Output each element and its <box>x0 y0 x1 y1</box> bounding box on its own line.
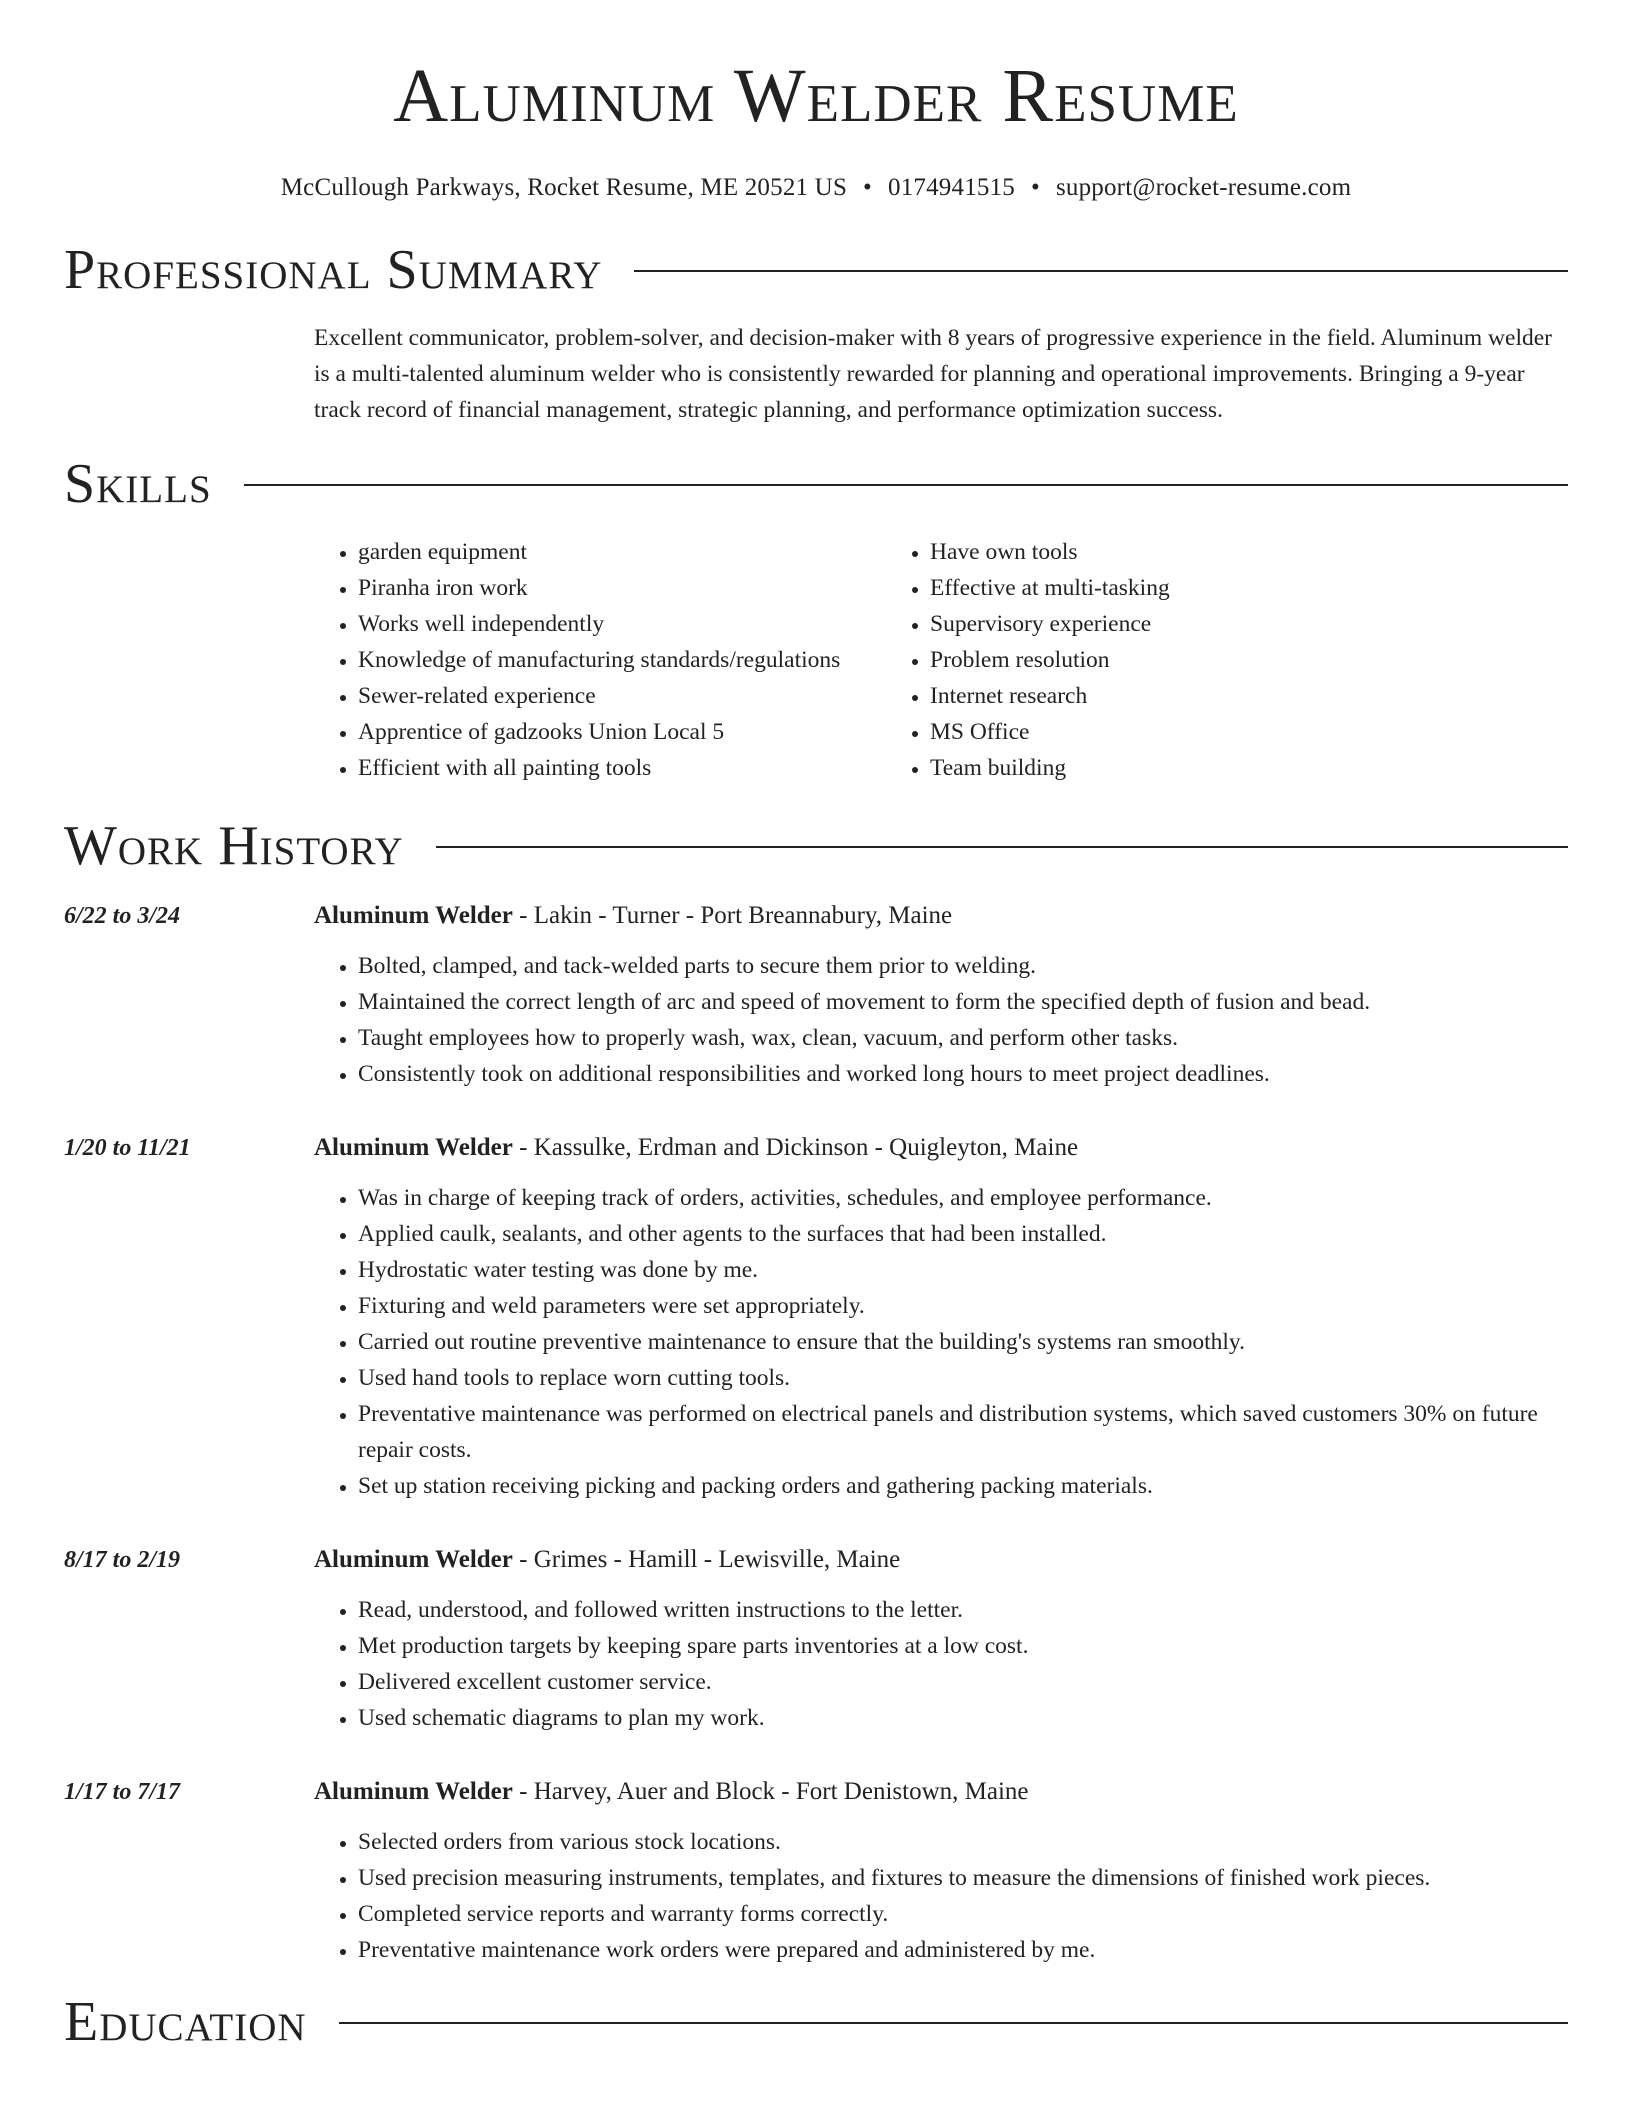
job-company-location: - Kassulke, Erdman and Dickinson - Quigleyton, Maine <box>512 1134 1079 1161</box>
skill-item: • Supervisory experience <box>930 606 1170 642</box>
work-header <box>64 816 1568 876</box>
job-entry <box>64 1130 1568 1504</box>
job-bullet: • Applied caulk, sealants, and other agents to the surfaces that had been installed. <box>358 1216 1568 1252</box>
job-title: Aluminum Welder <box>314 1134 513 1161</box>
contact-separator: • <box>1031 174 1040 201</box>
job-bullet: • Bolted, clamped, and tack-welded parts to secure them prior to welding. <box>358 948 1568 984</box>
skill-item: • Internet research <box>930 678 1170 714</box>
job-entry <box>64 1774 1568 1968</box>
skill-item: • Knowledge of manufacturing standards/regulations <box>358 642 886 678</box>
job-bullet: • Carried out routine preventive maintenance to ensure that the building's systems ran smoothly. <box>358 1324 1568 1360</box>
job-details <box>314 1130 1568 1504</box>
skill-item: • Apprentice of gadzooks Union Local 5 <box>358 714 886 750</box>
job-bullet: • Used hand tools to replace worn cutting tools. <box>358 1360 1568 1396</box>
job-details <box>314 898 1568 1092</box>
skill-item: • Works well independently <box>358 606 886 642</box>
section-divider <box>634 270 1568 272</box>
job-heading-line <box>314 898 1568 934</box>
job-title: Aluminum Welder <box>314 1778 513 1805</box>
job-bullets <box>314 948 1568 1092</box>
skill-item: • Team building <box>930 750 1170 786</box>
job-entry <box>64 898 1568 1092</box>
job-bullet: • Preventative maintenance was performed on electrical panels and distribution systems, which saved customers 30% on future repair costs. <box>358 1396 1568 1468</box>
resume-title: Aluminum Welder Resume <box>393 54 1239 138</box>
job-bullet: • Preventative maintenance work orders were prepared and administered by me. <box>358 1932 1568 1968</box>
job-bullet: • Completed service reports and warranty forms correctly. <box>358 1896 1568 1932</box>
job-bullets <box>314 1180 1568 1504</box>
job-bullet: • Maintained the correct length of arc and speed of movement to form the specified depth of fusion and bead. <box>358 984 1568 1020</box>
skills-section <box>64 454 1568 786</box>
skills-left-list <box>314 534 886 786</box>
skills-right-list <box>886 534 1170 786</box>
summary-heading: Professional Summary <box>64 239 603 301</box>
contact-line <box>64 174 1568 202</box>
job-bullet: • Fixturing and weld parameters were set appropriately. <box>358 1288 1568 1324</box>
job-bullets <box>314 1824 1568 1968</box>
summary-section <box>64 240 1568 428</box>
section-divider <box>339 2022 1568 2024</box>
job-dates: 1/20 to 11/21 <box>64 1135 191 1161</box>
summary-header <box>64 240 1568 300</box>
job-bullets <box>314 1592 1568 1736</box>
contact-email: support@rocket-resume.com <box>1055 174 1352 201</box>
education-heading: Education <box>64 1991 307 2053</box>
job-dates: 6/22 to 3/24 <box>64 903 181 929</box>
skill-item: • MS Office <box>930 714 1170 750</box>
skills-columns <box>314 534 1568 786</box>
job-bullet: • Set up station receiving picking and packing orders and gathering packing materials. <box>358 1468 1568 1504</box>
job-bullet: • Read, understood, and followed written instructions to the letter. <box>358 1592 1568 1628</box>
job-bullet: • Used precision measuring instruments, templates, and fixtures to measure the dimensions of finished work pieces. <box>358 1860 1568 1896</box>
section-divider <box>244 484 1568 486</box>
education-section <box>64 1992 1568 2052</box>
contact-address: McCullough Parkways, Rocket Resume, ME 20521 US <box>280 174 848 201</box>
skill-item: • Have own tools <box>930 534 1170 570</box>
skills-heading: Skills <box>64 453 212 515</box>
summary-text: Excellent communicator, problem-solver, and decision-maker with 8 years of progressive experience in the field. Aluminum welder is a multi-talented aluminum welder who is consistently rewarded for planning and operational improvements. Bringing a 9-year track record of financial management, strategic planning, and performance optimization success. <box>314 325 1552 423</box>
section-divider <box>436 846 1568 848</box>
contact-phone: 0174941515 <box>888 174 1015 201</box>
job-heading-line <box>314 1774 1568 1810</box>
skills-header <box>64 454 1568 514</box>
work-section <box>64 816 1568 1968</box>
job-bullet: • Met production targets by keeping spare parts inventories at a low cost. <box>358 1628 1568 1664</box>
contact-separator: • <box>863 174 872 201</box>
education-header <box>64 1992 1568 2052</box>
skill-item: • Piranha iron work <box>358 570 886 606</box>
job-company-location: - Harvey, Auer and Block - Fort Denistown, Maine <box>512 1778 1029 1805</box>
job-bullet: • Hydrostatic water testing was done by me. <box>358 1252 1568 1288</box>
job-bullet: • Consistently took on additional responsibilities and worked long hours to meet project deadlines. <box>358 1056 1568 1092</box>
job-bullet: • Delivered excellent customer service. <box>358 1664 1568 1700</box>
skill-item: • Efficient with all painting tools <box>358 750 886 786</box>
skill-item: • garden equipment <box>358 534 886 570</box>
job-dates: 8/17 to 2/19 <box>64 1547 181 1573</box>
job-heading-line <box>314 1542 1568 1578</box>
job-details <box>314 1542 1568 1736</box>
job-list <box>64 898 1568 1968</box>
job-bullet: • Taught employees how to properly wash, wax, clean, vacuum, and perform other tasks. <box>358 1020 1568 1056</box>
job-entry <box>64 1542 1568 1736</box>
job-details <box>314 1774 1568 1968</box>
work-heading: Work History <box>64 815 404 877</box>
job-bullet: • Selected orders from various stock locations. <box>358 1824 1568 1860</box>
job-company-location: - Grimes - Hamill - Lewisville, Maine <box>512 1546 901 1573</box>
skill-item: • Problem resolution <box>930 642 1170 678</box>
job-company-location: - Lakin - Turner - Port Breannabury, Maine <box>512 902 953 929</box>
job-title: Aluminum Welder <box>314 902 513 929</box>
job-dates: 1/17 to 7/17 <box>64 1779 181 1805</box>
skill-item: • Effective at multi-tasking <box>930 570 1170 606</box>
job-title: Aluminum Welder <box>314 1546 513 1573</box>
job-bullet: • Used schematic diagrams to plan my work. <box>358 1700 1568 1736</box>
job-heading-line <box>314 1130 1568 1166</box>
job-bullet: • Was in charge of keeping track of orders, activities, schedules, and employee performance. <box>358 1180 1568 1216</box>
skill-item: • Sewer-related experience <box>358 678 886 714</box>
